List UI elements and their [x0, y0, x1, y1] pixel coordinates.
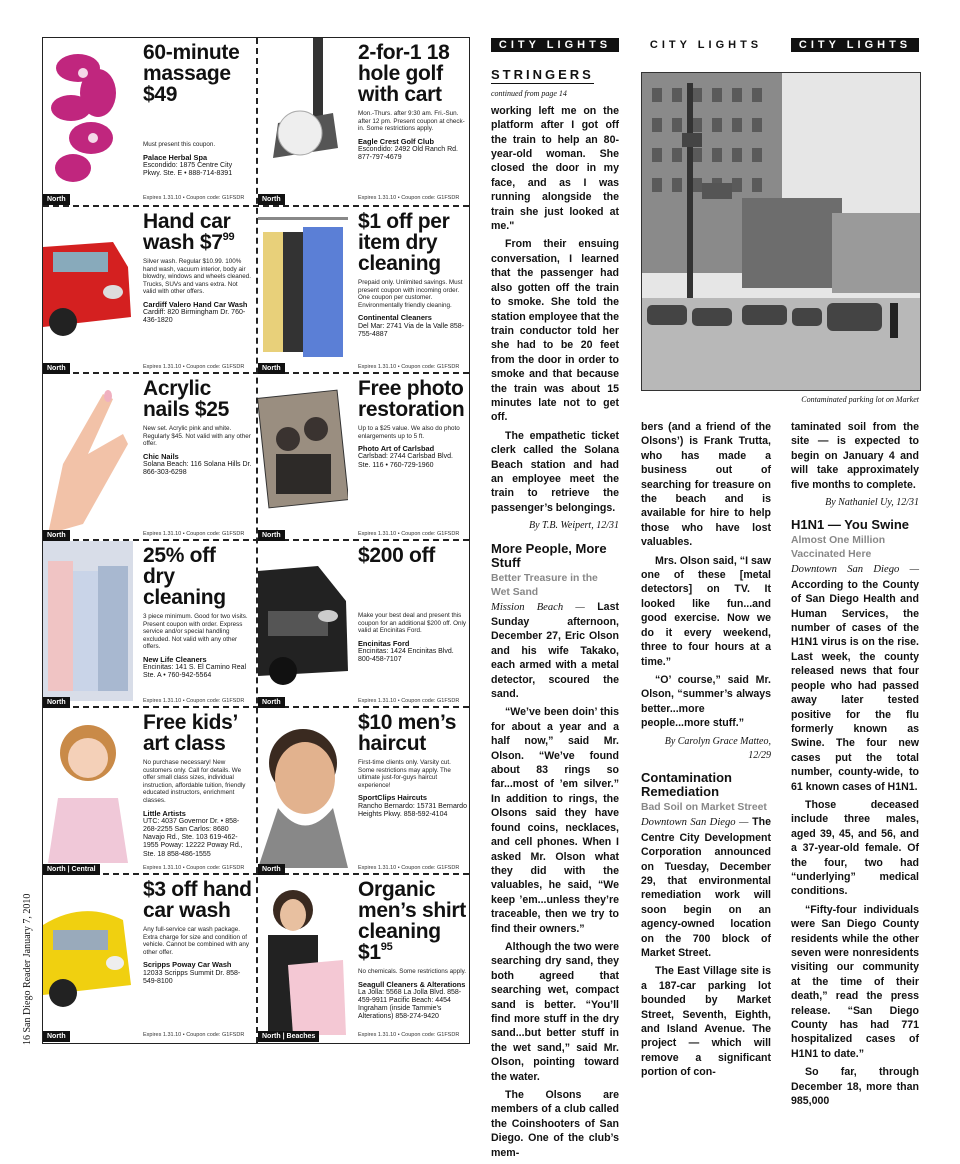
- coupon-200-off[interactable]: [258, 541, 471, 708]
- old-photo-image: [258, 374, 348, 534]
- coupon-terms: Must present this coupon.: [143, 141, 216, 148]
- coupon-massage[interactable]: [43, 38, 256, 205]
- coupon-title: $10 men’s haircut: [358, 711, 457, 755]
- business-name: SportClips Haircuts: [358, 793, 427, 803]
- clothes-rack-image: [43, 541, 133, 701]
- continued-note: continued from page 14: [491, 89, 567, 99]
- paragraph: So far, through December 18, more than 985,000: [791, 1066, 919, 1108]
- business-address: La Jolla: 5568 La Jolla Blvd. 858-459-9911 Pacific Beach: 4454 Ingraham (inside Tammie’s Alterations) 858-274-9420: [358, 988, 462, 1021]
- coupon-expiry: Expires 1.31.10 • Coupon code: G1FSDR: [358, 1032, 460, 1038]
- dateline: Mission Beach —: [491, 601, 585, 613]
- byline: By T.B. Weipert, 12/31: [529, 520, 619, 532]
- business-address: Rancho Bernardo: 15731 Bernardo Heights Pkwy. 858-592-4104: [358, 802, 467, 818]
- parking-lot-photo: [641, 72, 921, 391]
- golf-club-image: [258, 38, 348, 198]
- article-headline: More People, More Stuff: [491, 540, 607, 570]
- coupon-terms: Make your best deal and present this coupon for an additional $200 off. Only valid at Encinitas Ford.: [358, 612, 467, 635]
- paragraph: “Fifty-four individuals were San Diego County residents while the other seven were nonresidents visiting our community at the time of their death,” read the press release. “San Diego County has had 771 hospitalized cases of H1N1 to date.”: [791, 903, 919, 1060]
- article-subhead: Bad Soil on Market Street: [641, 802, 767, 814]
- paragraph: working left me on the platform after I got off the train to help an 80-year-old woman. She closed the door in my face, and as I was running alongside the train she just looked at me.": [491, 104, 619, 233]
- paragraph: From their ensuing conversation, I learned that the passenger had also gotten off the train to smoke. She told the station employee that the train conductor told her she had to be 20 feet from the door in order to smoke and that because the train was about 15 minutes late not to get off.: [491, 238, 619, 424]
- coupon-title: 2-for-1 18 hole golf with cart: [358, 41, 450, 106]
- section-kicker: STRINGERS: [491, 68, 594, 84]
- byline: By Carolyn Grace Matteo, 12/29: [664, 735, 771, 761]
- article-column-1: [491, 68, 619, 1164]
- region-tag: North: [43, 194, 70, 205]
- business-name: Scripps Poway Car Wash: [143, 960, 232, 970]
- coupon-terms: Silver wash. Regular $10.99. 100% hand wash, vacuum interior, body air blowdry, windows and wheels cleaned. Trucks, SUVs and vans extra. Not valid with other offers.: [143, 258, 252, 296]
- section-header: CITY LIGHTS: [791, 38, 919, 52]
- business-name: New Life Cleaners: [143, 654, 207, 664]
- man-portrait-image: [258, 708, 348, 868]
- paragraph: Those deceased include three males, aged 39, 45, and 56, and a 37-year-old female. Of the four, two had “underlying” medical conditions.: [791, 798, 919, 898]
- business-name: Eagle Crest Golf Club: [358, 136, 434, 146]
- coupon-expiry: Expires 1.31.10 • Coupon code: G1FSDR: [358, 531, 460, 537]
- business-address: Del Mar: 2741 Via de la Valle 858-755-4887: [358, 322, 464, 338]
- region-tag: North: [43, 363, 70, 374]
- paragraph: The Olsons are members of a club called the Coinshooters of San Diego. One of the club’s mem-: [491, 1089, 619, 1159]
- region-tag: North: [258, 363, 285, 374]
- paragraph: “O’ course,” said Mr. Olson, “summer’s always better...more people...more stuff.”: [641, 673, 771, 730]
- red-car-image: [43, 207, 133, 367]
- coupon-25-off-dry-cleaning[interactable]: [43, 541, 256, 708]
- section-header: CITY LIGHTS: [649, 39, 763, 51]
- article-column-3: [791, 420, 919, 1112]
- coupon-photo-restoration[interactable]: [258, 374, 471, 541]
- coupon-title: Organic men’s shirt cleaning $\$1^{95}$: [358, 878, 466, 964]
- girl-image: [43, 708, 133, 868]
- coupon-terms: Prepaid only. Unlimited savings. Must present coupon with incoming order. One coupon per customer. Environmentally friendly cleaning.: [358, 279, 463, 309]
- ford-suv-image: [258, 541, 348, 701]
- coupon-expiry: Expires 1.31.10 • Coupon code: G1FSDR: [143, 195, 245, 201]
- paragraph: The East Village site is a 187-car parking lot bounded by Market Street, Seventh, Eighth, and Island Avenue. The project — which will remove a significant portion of con-: [641, 965, 771, 1079]
- coupon-title: Free photo restoration: [358, 377, 465, 421]
- dateline: Downtown San Diego —: [641, 817, 749, 829]
- coupon-organic-shirt-cleaning[interactable]: [258, 875, 471, 1042]
- business-name: Chic Nails: [143, 451, 179, 461]
- coupon-title: 60-minute massage $49: [143, 41, 240, 106]
- coupon-title: Hand car wash $\$7^{99}$: [143, 210, 235, 254]
- section-header: CITY LIGHTS: [491, 38, 619, 52]
- business-address: Carlsbad: 2744 Carlsbad Blvd. Ste. 116 • 760-729-1960: [358, 453, 453, 469]
- region-tag: North: [43, 530, 70, 541]
- coupon-mens-haircut[interactable]: [258, 708, 471, 875]
- article-subhead: Better Treasure in the Wet Sand: [491, 572, 598, 598]
- business-address: Encinitas: 1424 Encinitas Blvd. 800-458-7107: [358, 647, 454, 664]
- coupon-golf[interactable]: [258, 38, 471, 205]
- business-address: Cardiff: 820 Birmingham Dr. 760-436-1820: [143, 309, 246, 325]
- byline: By Nathaniel Uy, 12/31: [825, 497, 919, 509]
- coupon-expiry: Expires 1.31.10 • Coupon code: G1FSDR: [143, 698, 245, 704]
- coupon-hand-car-wash[interactable]: [43, 207, 256, 374]
- business-name: Little Artists: [143, 808, 186, 818]
- coupon-terms: No chemicals. Some restrictions apply.: [358, 968, 467, 975]
- article-headline: H1N1 — You Swine: [791, 517, 909, 533]
- coupon-title: $200 off: [358, 544, 435, 567]
- coupon-title: 25% off dry cleaning: [143, 544, 226, 609]
- business-name: Continental Cleaners: [358, 313, 432, 323]
- coupon-expiry: Expires 1.31.10 • Coupon code: G1FSDR: [358, 698, 460, 704]
- coupon-title: Acrylic nails $25: [143, 377, 230, 421]
- business-name: Cardiff Valero Hand Car Wash: [143, 299, 248, 309]
- business-name: Encinitas Ford: [358, 638, 410, 648]
- coupon-terms: No purchase necessary! New customers only. Call for details. We offer small class sizes, individual instruction, affordable tuition, friendly educated instructors, enrichment classes.: [143, 759, 246, 804]
- coupon-title: $3 off hand car wash: [143, 878, 252, 922]
- business-address: Encinitas: 141 S. El Camino Real Ste. A • 760-942-5564: [143, 664, 247, 680]
- coupon-expiry: Expires 1.31.10 • Coupon code: G1FSDR: [143, 364, 245, 370]
- paragraph: Although the two were searching dry sand, they both agreed that searching wet, compact sand is better. “You’ll find more stuff in the dry sand...but better stuff in the wet sand,” said Mr. Olson, pointing toward the water.: [491, 940, 619, 1083]
- business-name: Photo Art of Carlsbad: [358, 444, 435, 454]
- business-address: Escondido: 2492 Old Ranch Rd. 877-797-4679: [358, 145, 459, 162]
- coupon-expiry: Expires 1.31.10 • Coupon code: G1FSDR: [143, 531, 245, 537]
- coupon-terms: 3 piece minimum. Good for two visits. Present coupon with order. Express service and/or special handling excluded. Not valid with any other offers.: [143, 613, 248, 651]
- region-tag: North | Central: [43, 864, 100, 875]
- woman-with-shirt-image: [258, 875, 348, 1035]
- paragraph: taminated soil from the site — is expected to begin on January 4 and will take approximately five months to complete.: [791, 421, 919, 491]
- article-subhead: Almost One Million Vaccinated Here: [791, 535, 886, 561]
- coupon-3-off-car-wash[interactable]: [43, 875, 256, 1042]
- article-column-2: [641, 420, 771, 1084]
- coupon-title: Free kids’ art class: [143, 711, 237, 755]
- page-folio: 16 San Diego Reader January 7, 2010: [22, 893, 33, 1045]
- paragraph: bers (and a friend of the Olsons’) is Frank Trutta, who has made a business out of searching for treasure on the beach and is available for hire to help those who have lost valuables.: [641, 421, 771, 549]
- coupon-terms: First-time clients only. Varsity cut. Some restrictions may apply. The ultimate just-for-guys haircut experience!: [358, 759, 451, 789]
- business-address: Solana Beach: 116 Solana Hills Dr. 866-303-6298: [143, 460, 252, 477]
- region-tag: North: [258, 697, 285, 708]
- coupon-expiry: Expires 1.31.10 • Coupon code: G1FSDR: [358, 364, 460, 370]
- photo-caption: Contaminated parking lot on Market: [801, 395, 919, 404]
- coupon-terms: Mon.-Thurs. after 9:30 am. Fri.-Sun. after 12 pm. Present coupon at check-in. Some restrictions apply.: [358, 110, 465, 133]
- business-name: Palace Herbal Spa: [143, 152, 208, 162]
- coupon-terms: Up to a $25 value. We also do photo enlargements up to 5 ft.: [358, 425, 460, 440]
- coupon-acrylic-nails[interactable]: [43, 374, 256, 541]
- coupon-terms: Any full-service car wash package. Extra charge for size and condition of vehicle. Cannot be combined with any other offer.: [143, 926, 250, 956]
- business-address: 12033 Scripps Summit Dr. 858-549-8100: [143, 969, 241, 985]
- yellow-car-image: [43, 875, 133, 1035]
- business-address: Escondido: 1875 Centre City Pkwy. Ste. E • 888-714-8391: [143, 161, 233, 177]
- coupon-title: $1 off per item dry cleaning: [358, 210, 450, 275]
- coupon-expiry: Expires 1.31.10 • Coupon code: G1FSDR: [143, 1032, 245, 1038]
- business-address: UTC: 4037 Governor Dr. • 858-268-2255 San Carlos: 8680 Navajo Rd., Ste. 103 619-462-1955 Poway: 12222 Poway Rd., Ste. 18 858-486-1555: [143, 817, 243, 858]
- region-tag: North: [258, 864, 285, 875]
- region-tag: North: [258, 194, 285, 205]
- paragraph: The empathetic ticket clerk called the Solana Beach station and had an employee meet the train to retrieve the passenger’s belongings.: [491, 429, 619, 514]
- coupon-dry-cleaning[interactable]: [258, 207, 471, 374]
- business-name: Seagull Cleaners & Alterations: [358, 979, 466, 989]
- paragraph: “We’ve been doin’ this for about a year and a half now,” said Mr. Olson. “We’ve found about 83 rings so far...most of ’em silver.” In addition to rings, the Olsons said they have found coins, necklaces, and cell phones. When I asked Mr. Olson what they did with the valuables, he said, “We keep ’em...unless they’re traceable, then we try to find their owners.”: [491, 706, 619, 935]
- coupon-terms: New set. Acrylic pink and white. Regularly $45. Not valid with any other offer.: [143, 425, 251, 448]
- paragraph: Last Sunday afternoon, December 27, Eric Olson and his wife Takako, each armed with a metal detector, scoured the sand.: [491, 600, 619, 701]
- paragraph: According to the County of San Diego Health and Human Services, the number of cases of the H1N1 virus is on the rise. Last week, the county released news that four people who had passed away later tested positive for the flu formerly known as Swine. The four new cases put the total number, county-wide, to 61 known cases of H1N1.: [791, 578, 919, 793]
- coupon-expiry: Expires 1.31.10 • Coupon code: G1FSDR: [358, 195, 460, 201]
- hand-image: [43, 374, 133, 534]
- coupon-kids-art-class[interactable]: [43, 708, 256, 875]
- coupon-grid: [42, 37, 470, 1044]
- dateline: Downtown San Diego —: [791, 564, 919, 576]
- region-tag: North: [258, 530, 285, 541]
- paragraph: Mrs. Olson said, “I saw one of these [metal detectors] on TV. It looked like fun...and good exercise. Now we do it every weekend, three to four hours at a time.”: [641, 554, 771, 668]
- orchid-image: [43, 38, 133, 198]
- region-tag: North: [43, 697, 70, 708]
- coupon-expiry: Expires 1.31.10 • Coupon code: G1FSDR: [143, 865, 245, 871]
- region-tag: North | Beaches: [258, 1031, 319, 1042]
- coupon-expiry: Expires 1.31.10 • Coupon code: G1FSDR: [358, 865, 460, 871]
- article-headline: Contamination Remediation: [641, 770, 732, 800]
- region-tag: North: [43, 1031, 70, 1042]
- paragraph: The Centre City Development Corporation announced on Tuesday, December 29, that environmental remediation work will soon begin on an agency-owned location on the 700 block of Market Street.: [641, 816, 771, 959]
- shirts-image: [258, 207, 348, 367]
